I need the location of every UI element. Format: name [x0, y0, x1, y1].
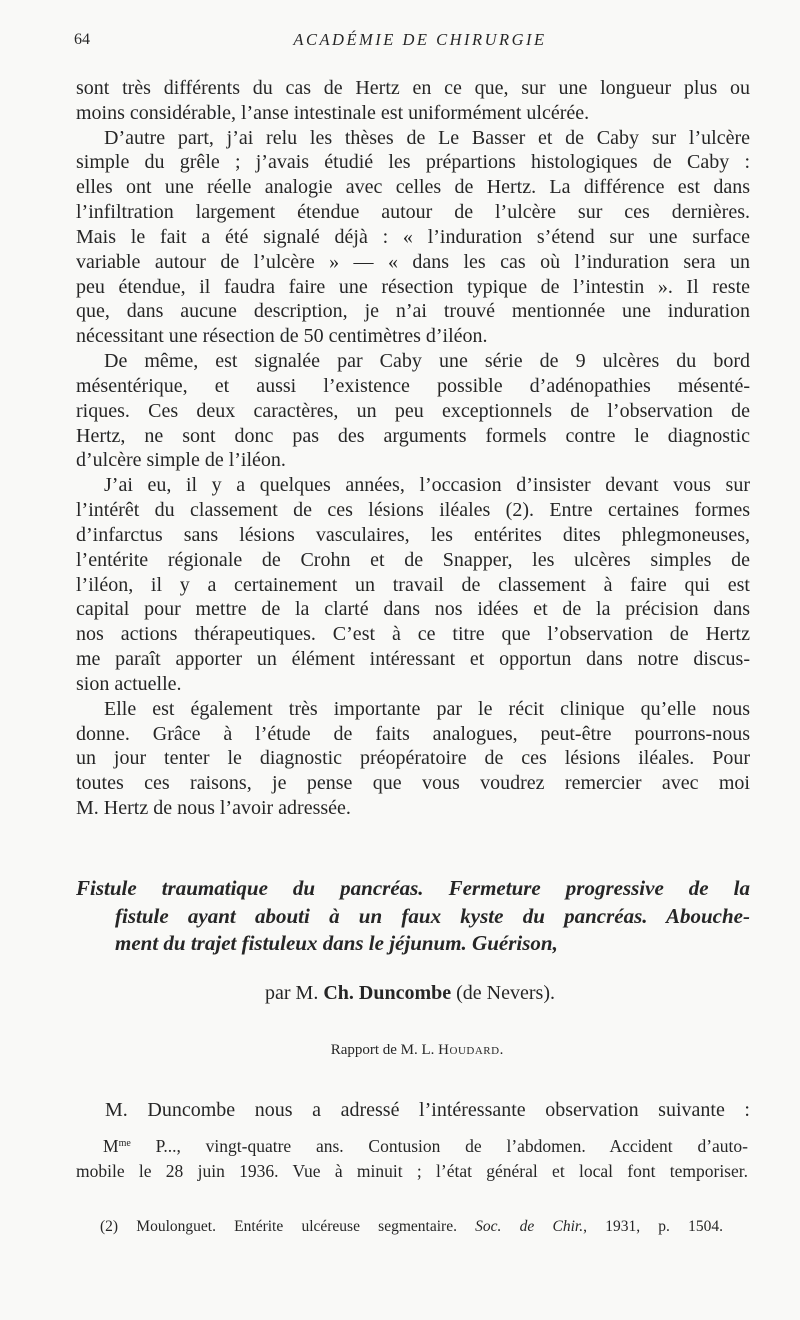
paragraph-3 [76, 349, 750, 473]
body-line: J’ai eu, il y a quelques années, l’occasion d’insister devant vous sur [104, 474, 750, 497]
body-line: Hertz, ne sont donc pas des arguments formels contre le diagnostic [76, 424, 750, 447]
author-name: Ch. Duncombe [323, 982, 452, 1004]
body-line: simple du grêle ; j’avais étudié les prépartions histologiques de Caby : [76, 151, 750, 174]
body-line: moins considérable, l’anse intestinale est uniformément ulcérée. [76, 101, 590, 124]
body-line: riques. Ces deux caractères, un peu exceptionnels de l’observation de [76, 399, 750, 422]
page-number: 64 [74, 31, 90, 48]
footnote-line [100, 1216, 723, 1238]
article-title [76, 875, 750, 958]
reporter-name: Houdard [438, 1042, 500, 1058]
intro-paragraph [76, 1097, 750, 1123]
body-line: M. Hertz de nous l’avoir adressée. [76, 797, 351, 820]
paragraph-2 [76, 126, 750, 349]
title-line: ment du trajet fistuleux dans le jéjunum. Guérison, [115, 931, 558, 955]
footnote [100, 1216, 723, 1238]
body-line: donne. Grâce à l’étude de faits analogues, peut-être pourrons-nous [76, 722, 750, 745]
paragraph-4 [76, 473, 750, 696]
body-line: variable autour de l’ulcère » — « dans les cas où l’induration sera un [76, 250, 750, 273]
body-line: un jour tenter le diagnostic préopératoire de ces lésions iléales. Pour [76, 747, 750, 770]
body-line: mobile le 28 juin 1936. Vue à minuit ; l’état général et local font temporiser. [76, 1161, 748, 1181]
paragraph-5 [76, 697, 750, 821]
title-line: Fistule traumatique du pancréas. Fermeture progressive de la [76, 876, 750, 900]
body-line: me paraît apporter un élément intéressant et opportun dans notre discus- [76, 648, 750, 671]
body-line: que, dans aucune description, je n’ai trouvé mentionnée une induration [76, 300, 750, 323]
body-line: De même, est signalée par Caby une série de 9 ulcères du bord [104, 350, 750, 373]
body-line [76, 1134, 748, 1159]
body-line: sion actuelle. [76, 672, 182, 695]
observation-title-sup: me [118, 1138, 131, 1149]
footnote-journal: Soc. de Chir. [475, 1218, 584, 1235]
report-prefix: Rapport de M. L. [330, 1042, 439, 1058]
observation-paragraph [76, 1134, 748, 1184]
body-line: Mais le fait a été signalé déjà : « l’induration s’étend sur une surface [76, 225, 750, 248]
body-line: l’infiltration largement étendue autour de l’ulcère sur ces dernières. [76, 201, 750, 224]
observation-text: P..., vingt-quatre ans. Contusion de l’abdomen. Accident d’auto- [130, 1136, 748, 1156]
body-line: capital pour mettre de la clarté dans nos idées et de la précision dans [76, 598, 750, 621]
footnote-text: (2) Moulonguet. Entérite ulcéreuse segmentaire. [100, 1218, 476, 1235]
author-suffix: (de Nevers). [451, 982, 555, 1004]
body-line: l’entérite régionale de Crohn et de Snapper, les ulcères simples de [76, 548, 750, 571]
article-author [20, 980, 800, 1006]
report-suffix: . [499, 1042, 504, 1058]
footnote-reference: , 1931, p. 1504. [583, 1218, 724, 1235]
body-line: D’autre part, j’ai relu les thèses de Le Basser et de Caby sur l’ulcère [104, 126, 750, 149]
report-body [76, 76, 750, 821]
body-line: d’ulcère simple de l’iléon. [76, 449, 286, 472]
body-line: nos actions thérapeutiques. C’est à ce titre que l’observation de Hertz [76, 623, 750, 646]
report-by [34, 1040, 800, 1060]
body-line: l’intérêt du classement de ces lésions iléales (2). Entre certaines formes [76, 499, 750, 522]
body-line: mésentérique, et aussi l’existence possible d’adénopathies mésenté- [76, 374, 750, 397]
observation-title: M [103, 1136, 119, 1156]
body-line: nécessitant une résection de 50 centimètres d’iléon. [76, 325, 488, 348]
body-line: sont très différents du cas de Hertz en ce que, sur une longueur plus ou [76, 77, 750, 99]
paragraph-1 [76, 76, 750, 126]
body-line: toutes ces raisons, je pense que vous voudrez remercier avec moi [76, 772, 750, 795]
author-prefix: par M. [265, 982, 324, 1004]
body-line: M. Duncombe nous a adressé l’intéressante observation suivante : [105, 1099, 750, 1121]
body-line: peu étendue, il faudra faire une résection typique de l’intestin ». Il reste [76, 275, 750, 298]
body-line: Elle est également très importante par le récit clinique qu’elle nous [104, 697, 750, 720]
body-line: elles ont une réelle analogie avec celles de Hertz. La différence est dans [76, 176, 750, 199]
body-line: d’infarctus sans lésions vasculaires, les entérites dites phlegmoneuses, [76, 523, 750, 546]
title-line: fistule ayant abouti à un faux kyste du pancréas. Abouche- [115, 903, 750, 928]
body-line: l’iléon, il y a certainement un travail de classement à faire qui est [76, 573, 750, 596]
running-title: ACADÉMIE DE CHIRURGIE [293, 30, 547, 49]
